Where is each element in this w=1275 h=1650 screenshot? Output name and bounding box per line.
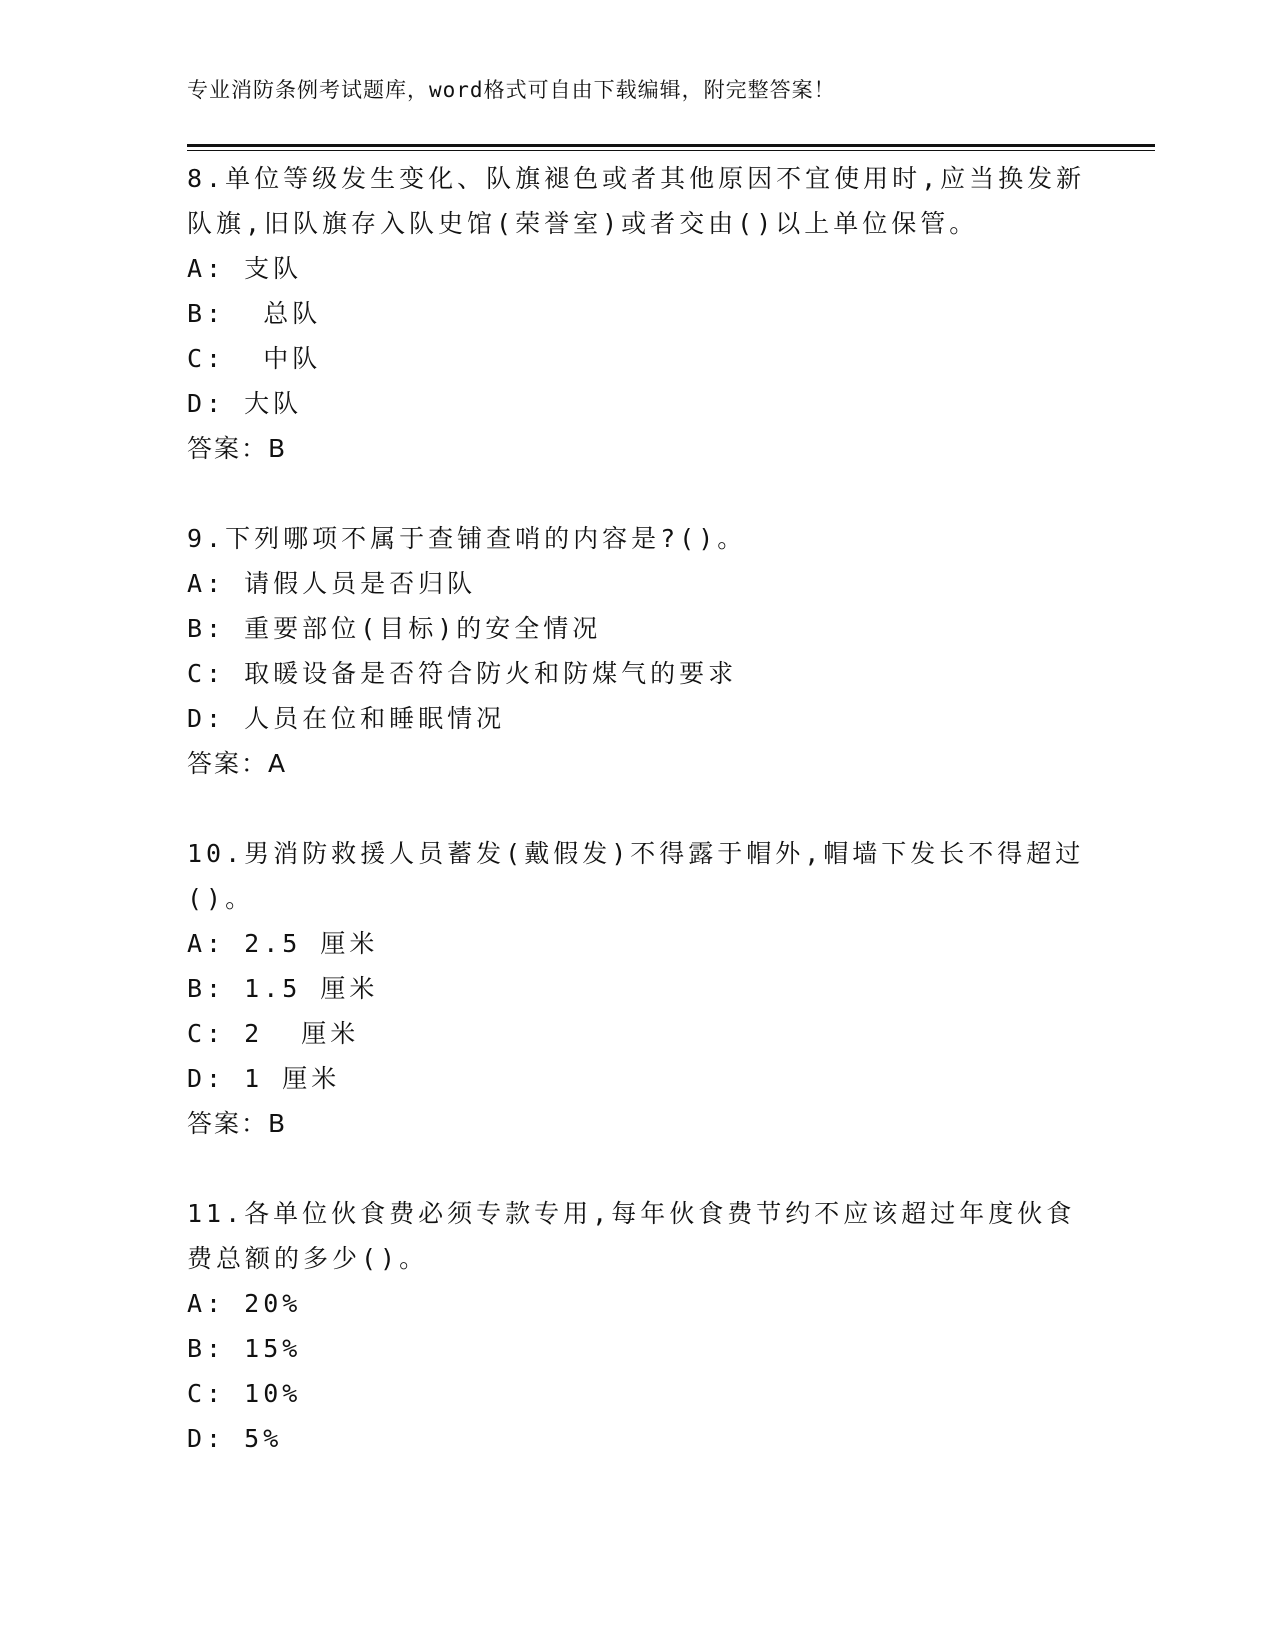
option-c: C: 中队 — [187, 344, 322, 373]
question-list — [187, 156, 1087, 1506]
answer-line: 答案：B — [187, 434, 288, 463]
option-a: A: 20% — [187, 1289, 302, 1318]
question-item — [187, 831, 1087, 1146]
answer-line: 答案：A — [187, 749, 288, 778]
option-d: D: 5% — [187, 1424, 283, 1453]
question-stem-line: 8.单位等级发生变化、队旗褪色或者其他原因不宜使用时,应当换发新 — [187, 164, 1086, 193]
option-a: A: 请假人员是否归队 — [187, 569, 477, 598]
answer-line: 答案：B — [187, 1109, 288, 1138]
header-rule — [187, 144, 1155, 151]
option-a: A: 支队 — [187, 254, 303, 283]
question-stem-line: 队旗,旧队旗存入队史馆(荣誉室)或者交由()以上单位保管。 — [187, 209, 979, 238]
option-d: D: 1 厘米 — [187, 1064, 341, 1093]
question-stem-line: 费总额的多少()。 — [187, 1244, 429, 1273]
question-stem-line: 11.各单位伙食费必须专款专用,每年伙食费节约不应该超过年度伙食 — [187, 1199, 1076, 1228]
option-b: B: 重要部位(目标)的安全情况 — [187, 614, 602, 643]
option-c: C: 2 厘米 — [187, 1019, 360, 1048]
question-stem-line: 10.男消防救援人员蓄发(戴假发)不得露于帽外,帽墙下发长不得超过 — [187, 839, 1085, 868]
option-a: A: 2.5 厘米 — [187, 929, 379, 958]
option-d: D: 大队 — [187, 389, 303, 418]
option-c: C: 10% — [187, 1379, 302, 1408]
option-b: B: 15% — [187, 1334, 302, 1363]
question-item — [187, 156, 1087, 471]
question-item — [187, 1191, 1087, 1461]
question-stem-line: ()。 — [187, 884, 255, 913]
page-header: 专业消防条例考试题库，word格式可自由下载编辑，附完整答案！ — [187, 78, 836, 102]
option-d: D: 人员在位和睡眠情况 — [187, 704, 506, 733]
question-item — [187, 516, 1087, 786]
option-c: C: 取暖设备是否符合防火和防煤气的要求 — [187, 659, 738, 688]
option-b: B: 总队 — [187, 299, 322, 328]
option-b: B: 1.5 厘米 — [187, 974, 379, 1003]
question-stem-line: 9.下列哪项不属于查铺查哨的内容是?()。 — [187, 524, 747, 553]
